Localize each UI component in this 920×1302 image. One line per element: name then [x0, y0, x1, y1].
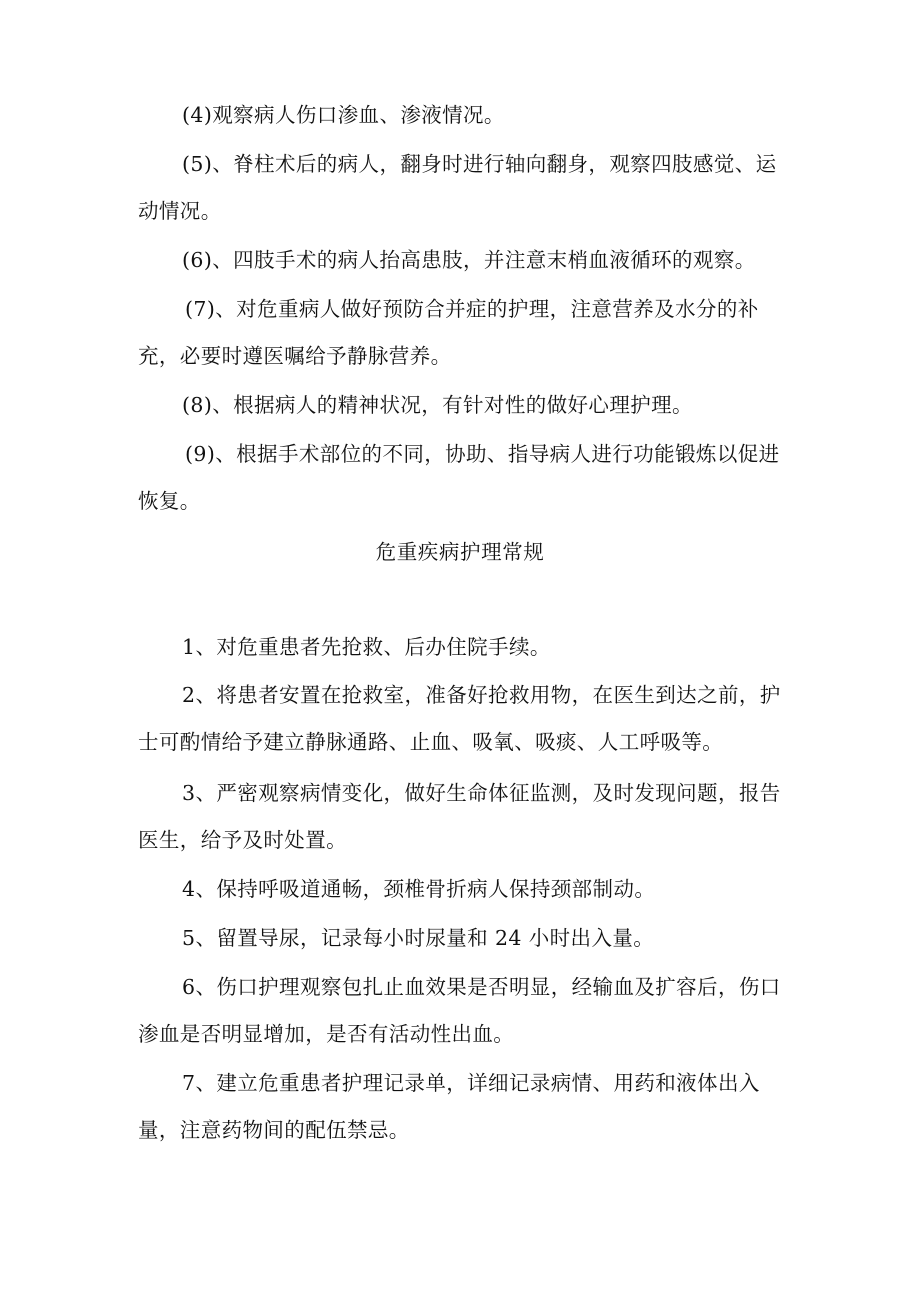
list-item-4: 4、保持呼吸道通畅，颈椎骨折病人保持颈部制动。 — [182, 877, 656, 901]
list-item-6: 6、伤口护理观察包扎止血效果是否明显，经输血及扩容后，伤口渗血是否明显增加，是否有活动性出血。 — [138, 975, 781, 1046]
list-item-7: 7、建立危重患者护理记录单，详细记录病情、用药和液体出入量，注意药物间的配伍禁忌。 — [138, 1071, 760, 1142]
list-item-3: 3、严密观察病情变化，做好生命体征监测，及时发现问题，报告医生，给予及时处置。 — [138, 781, 781, 852]
paragraph-item-7: (7)、对危重病人做好预防合并症的护理，注意营养及水分的补充，必要时遵医嘱给予静脉营养。 — [138, 297, 759, 368]
paragraph-item-5: (5)、脊柱术后的病人，翻身时进行轴向翻身，观察四肢感觉、运动情况。 — [138, 152, 777, 223]
paragraph-item-4: (4)观察病人伤口渗血、渗液情况。 — [182, 103, 505, 127]
list-item-2: 2、将患者安置在抢救室，准备好抢救用物，在医生到达之前，护士可酌情给予建立静脉通路、止血、吸氧、吸痰、人工呼吸等。 — [138, 683, 781, 754]
paragraph-item-8: (8)、根据病人的精神状况，有针对性的做好心理护理。 — [182, 393, 693, 417]
list-item-5: 5、留置导尿，记录每小时尿量和 24 小时出入量。 — [182, 926, 655, 950]
list-item-1: 1、对危重患者先抢救、后办住院手续。 — [182, 635, 551, 659]
paragraph-item-6: (6)、四肢手术的病人抬高患肢，并注意末梢血液循环的观察。 — [182, 248, 756, 272]
paragraph-item-9: (9)、根据手术部位的不同，协助、指导病人进行功能锻炼以促进恢复。 — [138, 442, 780, 513]
section-title: 危重疾病护理常规 — [375, 540, 545, 564]
